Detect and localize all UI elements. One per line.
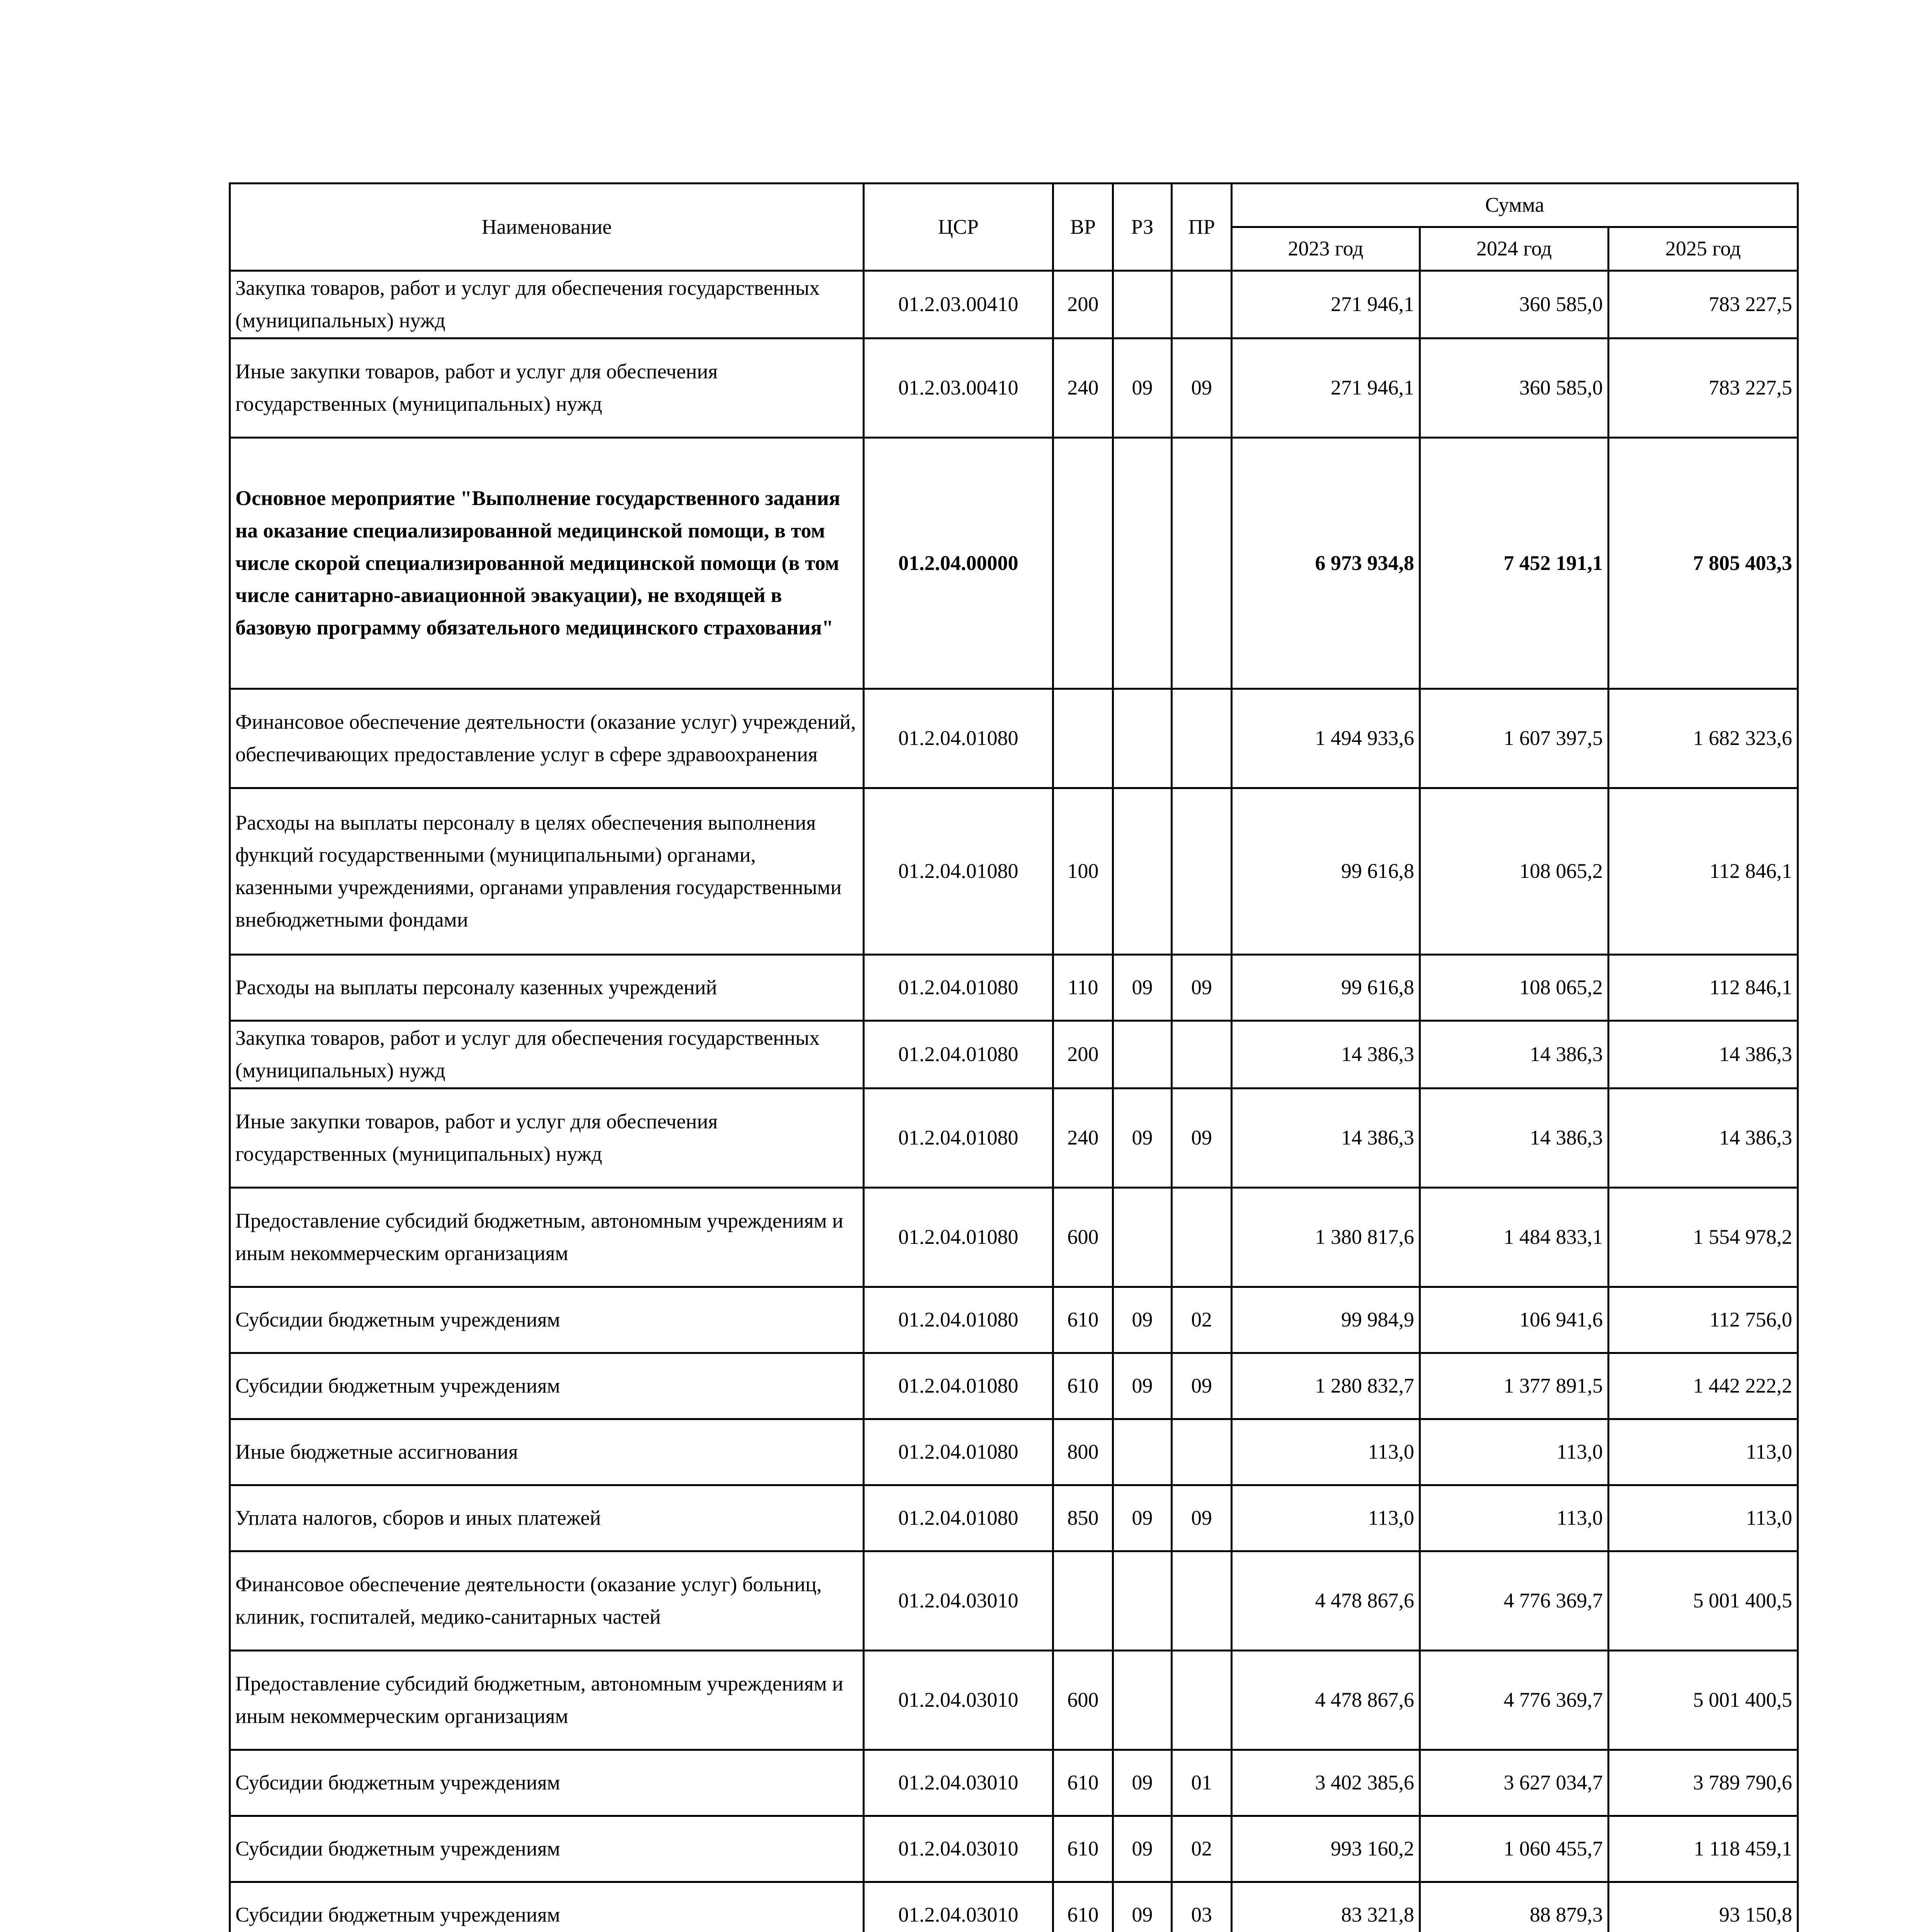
row-name: Иные закупки товаров, работ и услуг для обеспечения государственных (муниципальных) нужд xyxy=(230,338,864,438)
row-vr: 240 xyxy=(1053,1088,1113,1188)
row-name: Финансовое обеспечение деятельности (оказание услуг) больниц, клиник, госпиталей, медико-санитарных частей xyxy=(230,1551,864,1651)
row-rz xyxy=(1113,788,1172,955)
row-vr xyxy=(1053,689,1113,788)
row-name: Иные закупки товаров, работ и услуг для обеспечения государственных (муниципальных) нужд xyxy=(230,1088,864,1188)
row-pr: 09 xyxy=(1172,1485,1232,1551)
row-sum-2024: 1 607 397,5 xyxy=(1420,689,1609,788)
table-row xyxy=(230,438,1798,689)
row-sum-2025: 7 805 403,3 xyxy=(1609,438,1798,689)
table-row xyxy=(230,338,1798,438)
row-pr: 09 xyxy=(1172,955,1232,1021)
table-row xyxy=(230,1419,1798,1485)
row-vr: 610 xyxy=(1053,1882,1113,1932)
row-pr: 03 xyxy=(1172,1882,1232,1932)
row-csr: 01.2.03.00410 xyxy=(864,271,1053,338)
row-vr: 600 xyxy=(1053,1188,1113,1287)
row-csr: 01.2.04.01080 xyxy=(864,689,1053,788)
row-vr: 200 xyxy=(1053,271,1113,338)
row-pr xyxy=(1172,271,1232,338)
row-sum-2023: 14 386,3 xyxy=(1232,1021,1420,1088)
row-pr: 02 xyxy=(1172,1287,1232,1353)
row-csr: 01.2.04.03010 xyxy=(864,1750,1053,1816)
row-sum-2025: 113,0 xyxy=(1609,1485,1798,1551)
header-year-2024: 2024 год xyxy=(1420,227,1609,271)
row-sum-2025: 1 554 978,2 xyxy=(1609,1188,1798,1287)
row-csr: 01.2.04.00000 xyxy=(864,438,1053,689)
row-sum-2025: 112 756,0 xyxy=(1609,1287,1798,1353)
row-vr: 200 xyxy=(1053,1021,1113,1088)
row-sum-2024: 106 941,6 xyxy=(1420,1287,1609,1353)
row-name: Субсидии бюджетным учреждениям xyxy=(230,1287,864,1353)
row-pr: 09 xyxy=(1172,338,1232,438)
row-name: Закупка товаров, работ и услуг для обеспечения государственных (муниципальных) нужд xyxy=(230,1021,864,1088)
row-rz: 09 xyxy=(1113,1485,1172,1551)
header-row-top xyxy=(230,184,1798,227)
row-name: Основное мероприятие "Выполнение государственного задания на оказание специализированной медицинской помощи, в том числе скорой специализированной медицинской помощи (в том числе санитарно-авиационной эвакуации), не входящей в базовую программу обязательного медицинского страхования" xyxy=(230,438,864,689)
row-sum-2025: 14 386,3 xyxy=(1609,1088,1798,1188)
row-vr: 610 xyxy=(1053,1816,1113,1882)
row-sum-2023: 271 946,1 xyxy=(1232,271,1420,338)
row-csr: 01.2.04.01080 xyxy=(864,1419,1053,1485)
row-name: Предоставление субсидий бюджетным, автономным учреждениям и иным некоммерческим организациям xyxy=(230,1651,864,1750)
row-rz: 09 xyxy=(1113,1750,1172,1816)
row-rz xyxy=(1113,689,1172,788)
row-rz xyxy=(1113,1651,1172,1750)
row-pr xyxy=(1172,1188,1232,1287)
row-sum-2025: 112 846,1 xyxy=(1609,955,1798,1021)
row-sum-2024: 113,0 xyxy=(1420,1485,1609,1551)
row-sum-2023: 3 402 385,6 xyxy=(1232,1750,1420,1816)
header-pr: ПР xyxy=(1172,184,1232,271)
row-name: Предоставление субсидий бюджетным, автономным учреждениям и иным некоммерческим организациям xyxy=(230,1188,864,1287)
row-csr: 01.2.04.03010 xyxy=(864,1551,1053,1651)
row-sum-2024: 108 065,2 xyxy=(1420,955,1609,1021)
row-rz xyxy=(1113,438,1172,689)
row-sum-2024: 14 386,3 xyxy=(1420,1021,1609,1088)
table-row xyxy=(230,1188,1798,1287)
row-name: Финансовое обеспечение деятельности (оказание услуг) учреждений, обеспечивающих предоставление услуг в сфере здравоохранения xyxy=(230,689,864,788)
row-rz xyxy=(1113,1551,1172,1651)
row-csr: 01.2.04.01080 xyxy=(864,1353,1053,1419)
table-row xyxy=(230,1021,1798,1088)
row-sum-2024: 1 060 455,7 xyxy=(1420,1816,1609,1882)
row-vr xyxy=(1053,438,1113,689)
row-sum-2024: 1 484 833,1 xyxy=(1420,1188,1609,1287)
row-vr: 600 xyxy=(1053,1651,1113,1750)
table-row xyxy=(230,1651,1798,1750)
row-sum-2023: 99 984,9 xyxy=(1232,1287,1420,1353)
row-rz: 09 xyxy=(1113,955,1172,1021)
table-row xyxy=(230,1485,1798,1551)
row-name: Субсидии бюджетным учреждениям xyxy=(230,1353,864,1419)
budget-table xyxy=(229,182,1799,1932)
row-csr: 01.2.03.00410 xyxy=(864,338,1053,438)
row-rz: 09 xyxy=(1113,1882,1172,1932)
row-sum-2024: 108 065,2 xyxy=(1420,788,1609,955)
row-name: Иные бюджетные ассигнования xyxy=(230,1419,864,1485)
row-vr: 610 xyxy=(1053,1353,1113,1419)
row-sum-2025: 3 789 790,6 xyxy=(1609,1750,1798,1816)
table-row xyxy=(230,271,1798,338)
row-sum-2024: 4 776 369,7 xyxy=(1420,1651,1609,1750)
header-rz: РЗ xyxy=(1113,184,1172,271)
row-vr: 610 xyxy=(1053,1750,1113,1816)
header-year-2023: 2023 год xyxy=(1232,227,1420,271)
row-sum-2025: 14 386,3 xyxy=(1609,1021,1798,1088)
row-sum-2023: 993 160,2 xyxy=(1232,1816,1420,1882)
table-row xyxy=(230,1287,1798,1353)
row-rz: 09 xyxy=(1113,338,1172,438)
row-name: Расходы на выплаты персоналу казенных учреждений xyxy=(230,955,864,1021)
header-name: Наименование xyxy=(230,184,864,271)
table-row xyxy=(230,955,1798,1021)
row-name: Закупка товаров, работ и услуг для обеспечения государственных (муниципальных) нужд xyxy=(230,271,864,338)
row-name: Субсидии бюджетным учреждениям xyxy=(230,1750,864,1816)
row-csr: 01.2.04.01080 xyxy=(864,1021,1053,1088)
row-sum-2024: 7 452 191,1 xyxy=(1420,438,1609,689)
header-csr: ЦСР xyxy=(864,184,1053,271)
row-rz: 09 xyxy=(1113,1816,1172,1882)
row-sum-2023: 1 280 832,7 xyxy=(1232,1353,1420,1419)
row-pr xyxy=(1172,1551,1232,1651)
row-vr xyxy=(1053,1551,1113,1651)
row-csr: 01.2.04.01080 xyxy=(864,1088,1053,1188)
table-row xyxy=(230,1816,1798,1882)
row-sum-2024: 3 627 034,7 xyxy=(1420,1750,1609,1816)
table-row xyxy=(230,1551,1798,1651)
table-row xyxy=(230,1750,1798,1816)
row-vr: 240 xyxy=(1053,338,1113,438)
row-sum-2023: 113,0 xyxy=(1232,1419,1420,1485)
row-sum-2023: 113,0 xyxy=(1232,1485,1420,1551)
row-sum-2025: 783 227,5 xyxy=(1609,338,1798,438)
row-pr xyxy=(1172,1651,1232,1750)
row-sum-2023: 99 616,8 xyxy=(1232,788,1420,955)
row-sum-2023: 4 478 867,6 xyxy=(1232,1651,1420,1750)
row-csr: 01.2.04.01080 xyxy=(864,1485,1053,1551)
row-sum-2025: 1 118 459,1 xyxy=(1609,1816,1798,1882)
table-row xyxy=(230,1882,1798,1932)
row-sum-2023: 1 380 817,6 xyxy=(1232,1188,1420,1287)
row-pr xyxy=(1172,1021,1232,1088)
row-csr: 01.2.04.03010 xyxy=(864,1816,1053,1882)
row-rz xyxy=(1113,1188,1172,1287)
row-vr: 800 xyxy=(1053,1419,1113,1485)
row-pr: 09 xyxy=(1172,1088,1232,1188)
row-csr: 01.2.04.03010 xyxy=(864,1651,1053,1750)
row-sum-2023: 271 946,1 xyxy=(1232,338,1420,438)
row-name: Уплата налогов, сборов и иных платежей xyxy=(230,1485,864,1551)
row-pr xyxy=(1172,788,1232,955)
row-csr: 01.2.04.03010 xyxy=(864,1882,1053,1932)
row-sum-2023: 6 973 934,8 xyxy=(1232,438,1420,689)
row-pr: 09 xyxy=(1172,1353,1232,1419)
row-sum-2025: 5 001 400,5 xyxy=(1609,1551,1798,1651)
row-rz: 09 xyxy=(1113,1353,1172,1419)
table-row xyxy=(230,1353,1798,1419)
row-sum-2023: 14 386,3 xyxy=(1232,1088,1420,1188)
table-row xyxy=(230,788,1798,955)
row-rz xyxy=(1113,271,1172,338)
row-sum-2025: 93 150,8 xyxy=(1609,1882,1798,1932)
row-rz xyxy=(1113,1021,1172,1088)
row-sum-2024: 360 585,0 xyxy=(1420,338,1609,438)
row-sum-2024: 88 879,3 xyxy=(1420,1882,1609,1932)
row-csr: 01.2.04.01080 xyxy=(864,788,1053,955)
row-name: Субсидии бюджетным учреждениям xyxy=(230,1882,864,1932)
row-csr: 01.2.04.01080 xyxy=(864,955,1053,1021)
row-sum-2025: 5 001 400,5 xyxy=(1609,1651,1798,1750)
header-vr: ВР xyxy=(1053,184,1113,271)
row-rz xyxy=(1113,1419,1172,1485)
row-sum-2023: 4 478 867,6 xyxy=(1232,1551,1420,1651)
row-vr: 100 xyxy=(1053,788,1113,955)
row-sum-2023: 83 321,8 xyxy=(1232,1882,1420,1932)
row-name: Расходы на выплаты персоналу в целях обеспечения выполнения функций государственными (муниципальными) органами, казенными учреждениями, органами управления государственными внебюджетными фондами xyxy=(230,788,864,955)
row-name: Субсидии бюджетным учреждениям xyxy=(230,1816,864,1882)
row-sum-2024: 14 386,3 xyxy=(1420,1088,1609,1188)
row-pr xyxy=(1172,438,1232,689)
table-body xyxy=(230,271,1798,1932)
row-sum-2025: 112 846,1 xyxy=(1609,788,1798,955)
row-pr xyxy=(1172,689,1232,788)
row-sum-2024: 4 776 369,7 xyxy=(1420,1551,1609,1651)
table-row xyxy=(230,1088,1798,1188)
header-year-2025: 2025 год xyxy=(1609,227,1798,271)
row-vr: 110 xyxy=(1053,955,1113,1021)
row-sum-2025: 783 227,5 xyxy=(1609,271,1798,338)
row-rz: 09 xyxy=(1113,1088,1172,1188)
row-sum-2024: 1 377 891,5 xyxy=(1420,1353,1609,1419)
row-csr: 01.2.04.01080 xyxy=(864,1188,1053,1287)
row-sum-2025: 113,0 xyxy=(1609,1419,1798,1485)
row-pr xyxy=(1172,1419,1232,1485)
row-pr: 02 xyxy=(1172,1816,1232,1882)
row-sum-2025: 1 682 323,6 xyxy=(1609,689,1798,788)
header-sum: Сумма xyxy=(1232,184,1798,227)
row-rz: 09 xyxy=(1113,1287,1172,1353)
table-row xyxy=(230,689,1798,788)
row-sum-2025: 1 442 222,2 xyxy=(1609,1353,1798,1419)
row-pr: 01 xyxy=(1172,1750,1232,1816)
row-sum-2024: 113,0 xyxy=(1420,1419,1609,1485)
row-sum-2023: 1 494 933,6 xyxy=(1232,689,1420,788)
row-vr: 850 xyxy=(1053,1485,1113,1551)
row-sum-2024: 360 585,0 xyxy=(1420,271,1609,338)
row-vr: 610 xyxy=(1053,1287,1113,1353)
row-csr: 01.2.04.01080 xyxy=(864,1287,1053,1353)
row-sum-2023: 99 616,8 xyxy=(1232,955,1420,1021)
